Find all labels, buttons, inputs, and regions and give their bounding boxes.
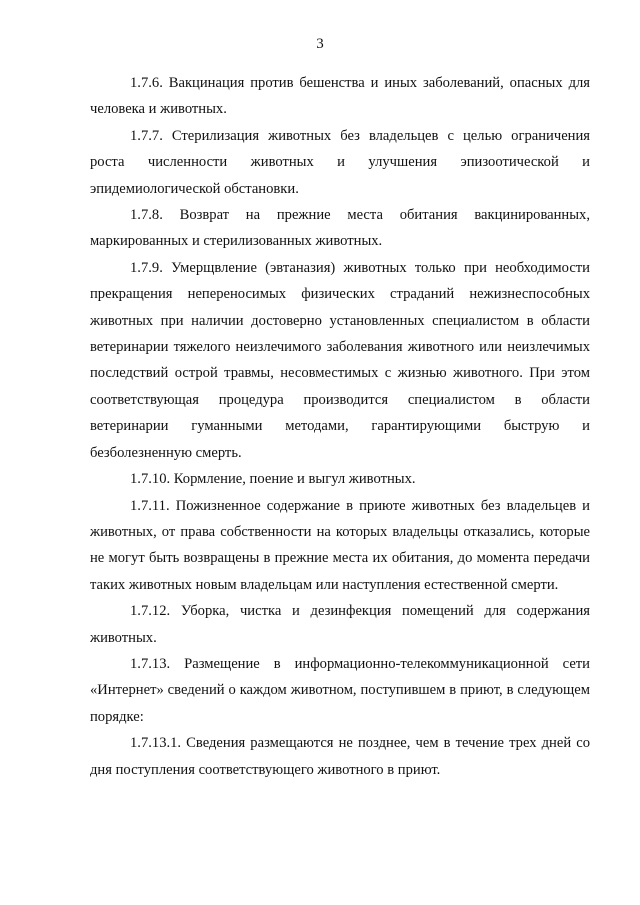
page-number: 3 xyxy=(316,36,324,52)
paragraph-1-7-13: 1.7.13. Размещение в информационно-телекоммуникационной сети «Интернет» сведений о каждом животном, поступившем в приют, в следующем порядке: xyxy=(90,655,590,725)
document-body xyxy=(90,70,590,783)
paragraph-1-7-12: 1.7.12. Уборка, чистка и дезинфекция помещений для содержания животных. xyxy=(90,603,590,646)
paragraph-1-7-11: 1.7.11. Пожизненное содержание в приюте животных без владельцев и животных, от права собственности на которых владельцы отказались, которые не могут быть возвращены в прежние места их обитания, до момента передачи таких животных новым владельцам или наступления естественной смерти. xyxy=(90,497,590,593)
paragraph-1-7-7: 1.7.7. Стерилизация животных без владельцев с целью ограничения роста численности животных и улучшения эпизоотической и эпидемиологической обстановки. xyxy=(90,127,590,197)
paragraph-1-7-13-1: 1.7.13.1. Сведения размещаются не позднее, чем в течение трех дней со дня поступления соответствующего животного в приют. xyxy=(90,735,590,778)
paragraph-1-7-8: 1.7.8. Возврат на прежние места обитания вакцинированных, маркированных и стерилизованных животных. xyxy=(90,207,590,250)
paragraph-1-7-10: 1.7.10. Кормление, поение и выгул животных. xyxy=(130,471,416,488)
paragraph-1-7-9: 1.7.9. Умерщвление (эвтаназия) животных только при необходимости прекращения непереносимых физических страданий нежизнеспособных животных при наличии достоверно установленных специалистом в области ветеринарии тяжелого неизлечимого заболевания животного или неизлечимых последствий острой травмы, несовместимых с жизнью животного. При этом соответствующая процедура производится специалистом в области ветеринарии гуманными методами, гарантирующими быструю и безболезненную смерть. xyxy=(90,259,590,461)
paragraph-1-7-6: 1.7.6. Вакцинация против бешенства и иных заболеваний, опасных для человека и животных. xyxy=(90,75,590,118)
